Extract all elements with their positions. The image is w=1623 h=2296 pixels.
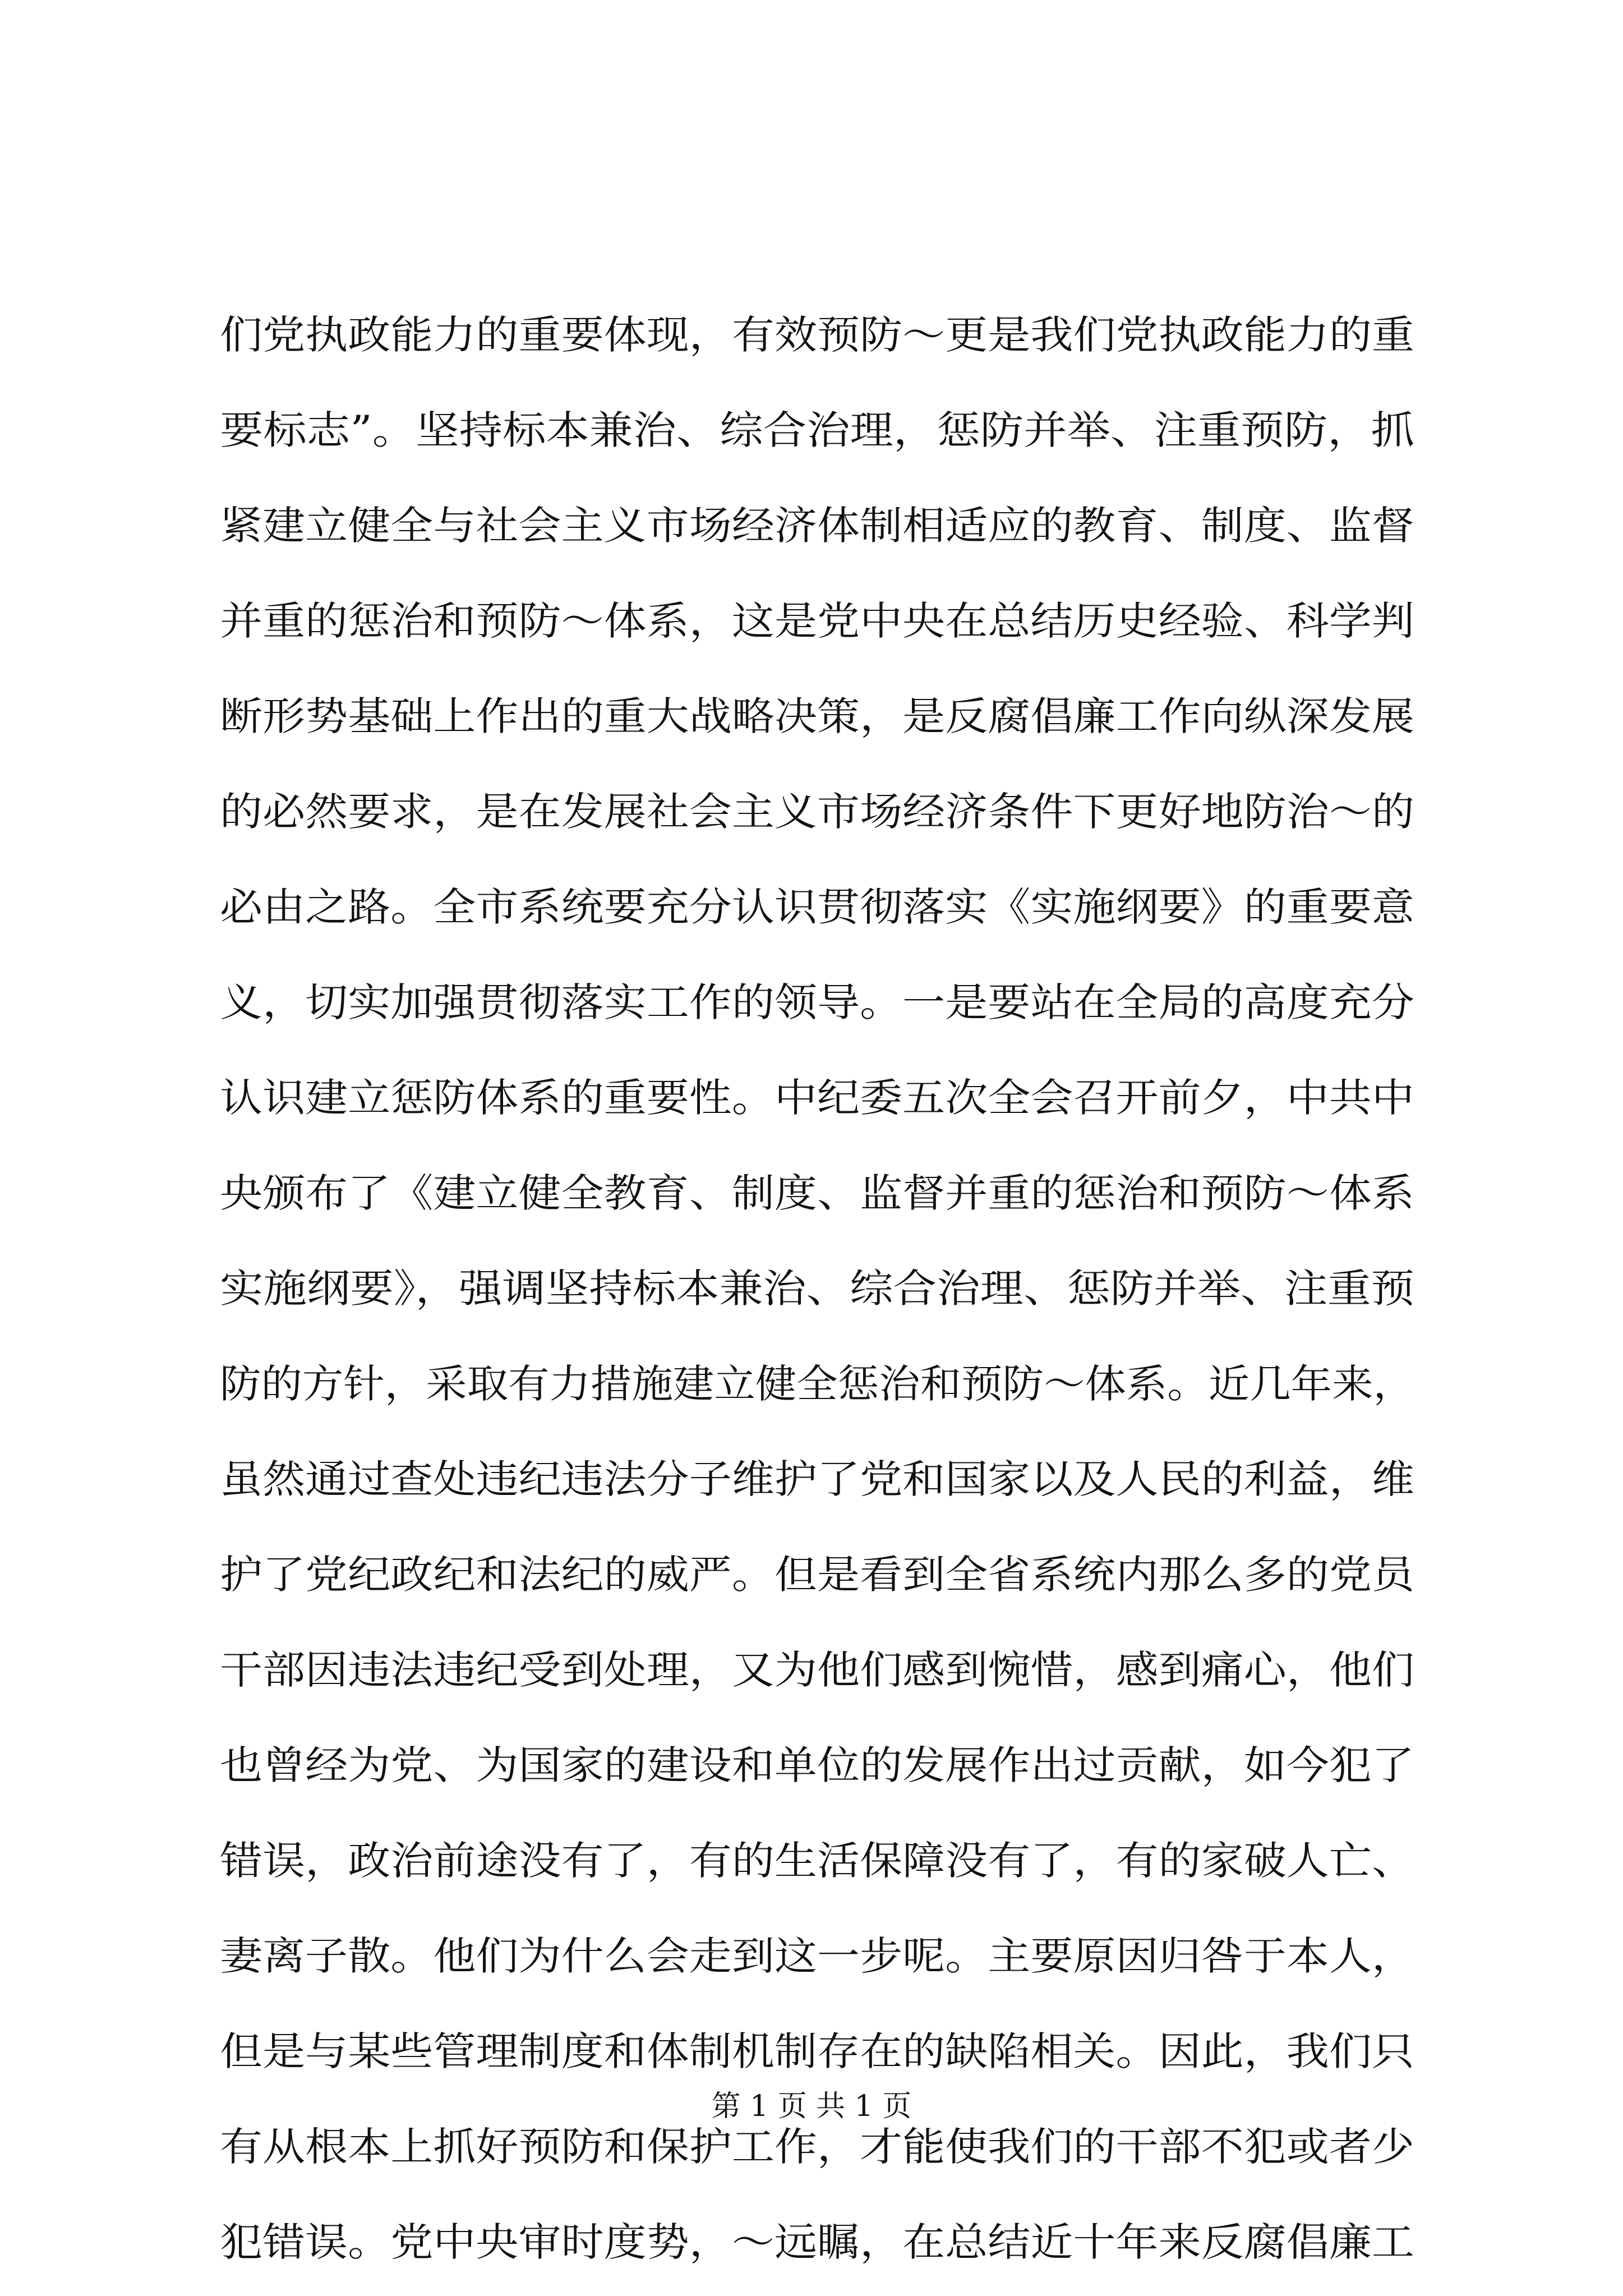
text-line: 义，切实加强贯彻落实工作的领导。一是要站在全局的高度充分 (220, 979, 1414, 1025)
text-line: 的必然要求，是在发展社会主义市场经济条件下更好地防治～的 (220, 789, 1414, 835)
text-line: 并重的惩治和预防～体系，这是党中央在总结历史经验、科学判 (220, 598, 1414, 644)
text-line: 错误，政治前途没有了，有的生活保障没有了，有的家破人亡、 (220, 1838, 1414, 1884)
document-body (220, 287, 1414, 2290)
text-line: 认识建立惩防体系的重要性。中纪委五次全会召开前夕，中共中 (220, 1075, 1414, 1121)
text-line: 有从根本上抓好预防和保护工作，才能使我们的干部不犯或者少 (220, 2124, 1414, 2170)
text-line: 也曾经为党、为国家的建设和单位的发展作出过贡献，如今犯了 (220, 1742, 1414, 1788)
text-line: 妻离子散。他们为什么会走到这一步呢。主要原因归咎于本人， (220, 1933, 1414, 1979)
page-number-label: 第 1 页 共 1 页 (711, 2090, 912, 2123)
text-line: 防的方针，采取有力措施建立健全惩治和预防～体系。近几年来， (220, 1361, 1414, 1407)
text-line: 们党执政能力的重要体现，有效预防～更是我们党执政能力的重 (220, 312, 1414, 358)
text-line: 央颁布了《建立健全教育、制度、监督并重的惩治和预防～体系 (220, 1170, 1414, 1216)
text-line: 虽然通过查处违纪违法分子维护了党和国家以及人民的利益，维 (220, 1456, 1414, 1502)
text-line: 干部因违法违纪受到处理，又为他们感到惋惜，感到痛心，他们 (220, 1647, 1414, 1693)
text-line: 护了党纪政纪和法纪的威严。但是看到全省系统内那么多的党员 (220, 1552, 1414, 1598)
text-line: 断形势基础上作出的重大战略决策，是反腐倡廉工作向纵深发展 (220, 693, 1414, 739)
text-line: 实施纲要》，强调坚持标本兼治、综合治理、惩防并举、注重预 (220, 1266, 1414, 1312)
text-line: 要标志”。坚持标本兼治、综合治理，惩防并举、注重预防，抓 (220, 407, 1414, 453)
page-footer (0, 2084, 1623, 2129)
text-line: 紧建立健全与社会主义市场经济体制相适应的教育、制度、监督 (220, 503, 1414, 549)
text-line: 但是与某些管理制度和体制机制存在的缺陷相关。因此，我们只 (220, 2028, 1414, 2074)
text-line: 犯错误。党中央审时度势，～远瞩，在总结近十年来反腐倡廉工 (220, 2219, 1414, 2265)
text-line: 必由之路。全市系统要充分认识贯彻落实《实施纲要》的重要意 (220, 884, 1414, 930)
